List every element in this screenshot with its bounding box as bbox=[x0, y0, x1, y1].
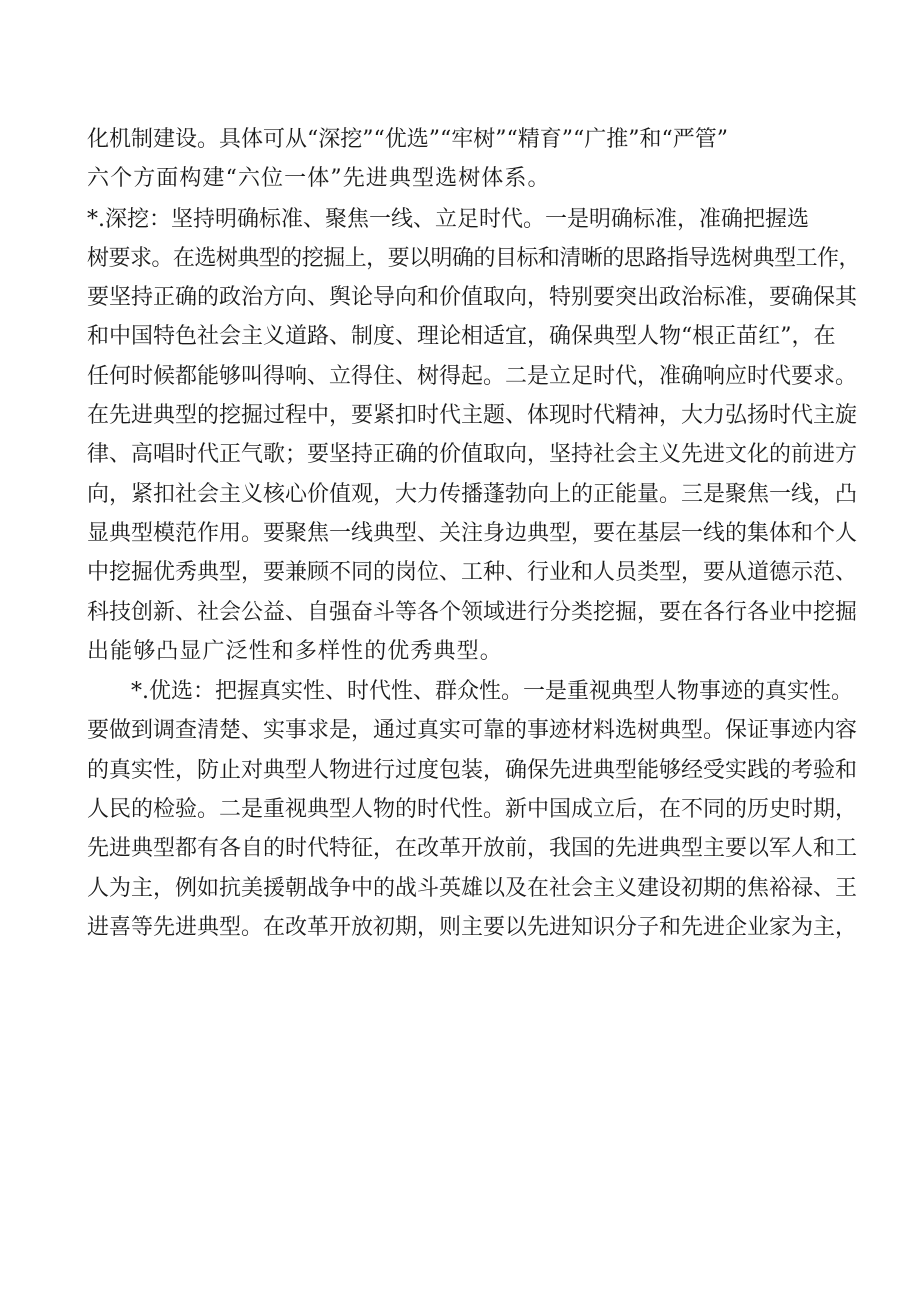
text-line: 科技创新、社会公益、自强奋斗等各个领域进行分类挖掘，要在各行各业中挖掘 bbox=[87, 599, 858, 625]
text-line: 化机制建设。具体可从“深挖”“优选”“牢树”“精育”“广推”和“严管” bbox=[87, 127, 728, 152]
text-line: 的真实性，防止对典型人物进行过度包装，确保先进典型能够经受实践的考验和 bbox=[87, 757, 858, 783]
text-line: 人为主，例如抗美援朝战争中的战斗英雄以及在社会主义建设初期的焦裕禄、王 bbox=[87, 875, 858, 901]
paragraph-youxuan bbox=[87, 672, 860, 947]
text-line: 和中国特色社会主义道路、制度、理论相适宜，确保典型人物“根正苗红”，在 bbox=[87, 324, 836, 350]
text-line: 六个方面构建“六位一体”先进典型选树体系。 bbox=[87, 166, 551, 192]
text-line: 向，紧扣社会主义核心价值观，大力传播蓬勃向上的正能量。三是聚焦一线，凸 bbox=[87, 481, 858, 507]
document-body bbox=[87, 120, 860, 947]
text-line: 先进典型都有各自的时代特征，在改革开放前，我国的先进典型主要以军人和工 bbox=[87, 836, 858, 862]
text-line: 在先进典型的挖掘过程中，要紧扣时代主题、体现时代精神，大力弘扬时代主旋 bbox=[87, 403, 858, 429]
text-line: 要坚持正确的政治方向、舆论导向和价值取向，特别要突出政治标准，要确保其 bbox=[87, 285, 858, 311]
text-line: 出能够凸显广泛性和多样性的优秀典型。 bbox=[87, 638, 503, 664]
paragraph-intro bbox=[87, 120, 860, 199]
text-line: 树要求。在选树典型的挖掘上，要以明确的目标和清晰的思路指导选树典型工作， bbox=[87, 245, 861, 271]
text-line: *.优选：把握真实性、时代性、群众性。一是重视典型人物事迹的真实性。 bbox=[131, 679, 853, 705]
paragraph-shenwa bbox=[87, 200, 860, 672]
text-line: 律、高唱时代正气歌；要坚持正确的价值取向，坚持社会主义先进文化的前进方 bbox=[87, 442, 858, 468]
text-line: 任何时候都能够叫得响、立得住、树得起。二是立足时代，准确响应时代要求。 bbox=[87, 363, 858, 389]
text-line: 显典型模范作用。要聚焦一线典型、关注身边典型，要在基层一线的集体和个人 bbox=[87, 520, 858, 546]
text-line: 人民的检验。二是重视典型人物的时代性。新中国成立后，在不同的历史时期， bbox=[87, 797, 858, 823]
text-line: 进喜等先进典型。在改革开放初期，则主要以先进知识分子和先进企业家为主， bbox=[87, 914, 858, 940]
text-line: 要做到调查清楚、实事求是，通过真实可靠的事迹材料选树典型。保证事迹内容 bbox=[87, 718, 858, 744]
text-line: 中挖掘优秀典型，要兼顾不同的岗位、工种、行业和人员类型，要从道德示范、 bbox=[87, 560, 858, 586]
text-line: *.深挖：坚持明确标准、聚焦一线、立足时代。一是明确标准，准确把握选 bbox=[87, 206, 809, 232]
